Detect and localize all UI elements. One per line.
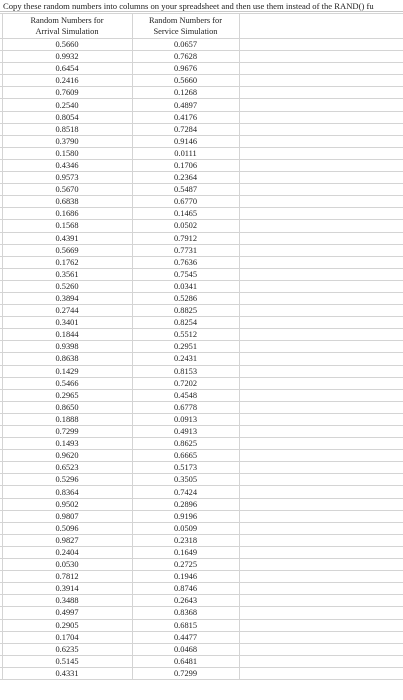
service-random-number-cell[interactable]: 0.2951 bbox=[132, 341, 239, 353]
arrival-random-number-cell[interactable]: 0.5669 bbox=[2, 244, 132, 256]
table-row bbox=[0, 522, 403, 534]
arrival-random-number-cell[interactable]: 0.1493 bbox=[2, 438, 132, 450]
service-random-number-cell[interactable]: 0.6770 bbox=[132, 196, 239, 208]
service-random-number-cell[interactable]: 0.6815 bbox=[132, 619, 239, 631]
table-row bbox=[0, 244, 403, 256]
table-row bbox=[0, 317, 403, 329]
table-row bbox=[0, 413, 403, 425]
table-row bbox=[0, 280, 403, 292]
table-row bbox=[0, 63, 403, 75]
empty-cell[interactable] bbox=[239, 413, 403, 425]
service-random-number-cell[interactable]: 0.5286 bbox=[132, 292, 239, 304]
arrival-random-number-cell[interactable]: 0.3914 bbox=[2, 583, 132, 595]
service-random-number-cell[interactable]: 0.8825 bbox=[132, 305, 239, 317]
service-random-number-cell[interactable]: 0.2643 bbox=[132, 595, 239, 607]
empty-cell[interactable] bbox=[239, 583, 403, 595]
empty-cell[interactable] bbox=[239, 87, 403, 99]
empty-cell[interactable] bbox=[239, 474, 403, 486]
empty-cell[interactable] bbox=[239, 268, 403, 280]
service-random-number-cell[interactable]: 0.9146 bbox=[132, 135, 239, 147]
arrival-random-number-cell[interactable]: 0.8364 bbox=[2, 486, 132, 498]
table-row bbox=[0, 643, 403, 655]
empty-cell[interactable] bbox=[239, 184, 403, 196]
table-row bbox=[0, 208, 403, 220]
empty-cell[interactable] bbox=[239, 365, 403, 377]
arrival-random-number-cell[interactable]: 0.1686 bbox=[2, 208, 132, 220]
service-random-number-cell[interactable]: 0.6665 bbox=[132, 450, 239, 462]
empty-cell[interactable] bbox=[239, 546, 403, 558]
empty-cell[interactable] bbox=[239, 111, 403, 123]
arrival-random-number-cell[interactable]: 0.3894 bbox=[2, 292, 132, 304]
table-row bbox=[0, 305, 403, 317]
arrival-random-number-cell[interactable]: 0.4391 bbox=[2, 232, 132, 244]
empty-cell[interactable] bbox=[239, 39, 403, 51]
table-row bbox=[0, 631, 403, 643]
arrival-random-number-cell[interactable]: 0.8518 bbox=[2, 123, 132, 135]
arrival-random-number-cell[interactable]: 0.1844 bbox=[2, 329, 132, 341]
arrival-random-number-cell[interactable]: 0.5466 bbox=[2, 377, 132, 389]
empty-cell[interactable] bbox=[239, 256, 403, 268]
empty-cell[interactable] bbox=[239, 655, 403, 667]
table-row bbox=[0, 389, 403, 401]
service-random-number-cell[interactable]: 0.0913 bbox=[132, 413, 239, 425]
empty-cell[interactable] bbox=[239, 75, 403, 87]
arrival-random-number-cell[interactable]: 0.7299 bbox=[2, 426, 132, 438]
service-random-number-cell[interactable]: 0.0657 bbox=[132, 39, 239, 51]
table-row bbox=[0, 583, 403, 595]
arrival-random-number-cell[interactable]: 0.6235 bbox=[2, 643, 132, 655]
table-row bbox=[0, 268, 403, 280]
empty-cell[interactable] bbox=[239, 147, 403, 159]
empty-cell[interactable] bbox=[239, 534, 403, 546]
empty-cell[interactable] bbox=[239, 135, 403, 147]
table-row bbox=[0, 51, 403, 63]
arrival-column-header[interactable] bbox=[2, 14, 132, 39]
arrival-random-number-cell[interactable]: 0.9573 bbox=[2, 172, 132, 184]
arrival-random-number-cell[interactable]: 0.9807 bbox=[2, 510, 132, 522]
arrival-random-number-cell[interactable]: 0.2404 bbox=[2, 546, 132, 558]
table-row bbox=[0, 667, 403, 679]
empty-cell[interactable] bbox=[239, 607, 403, 619]
table-row bbox=[0, 329, 403, 341]
arrival-random-number-cell[interactable]: 0.9620 bbox=[2, 450, 132, 462]
table-row bbox=[0, 75, 403, 87]
arrival-random-number-cell[interactable]: 0.2416 bbox=[2, 75, 132, 87]
empty-cell[interactable] bbox=[239, 438, 403, 450]
table-row bbox=[0, 450, 403, 462]
table-row bbox=[0, 87, 403, 99]
empty-cell[interactable] bbox=[239, 220, 403, 232]
service-random-number-cell[interactable]: 0.9676 bbox=[132, 63, 239, 75]
arrival-random-number-cell[interactable]: 0.9932 bbox=[2, 51, 132, 63]
service-random-number-cell[interactable]: 0.0468 bbox=[132, 643, 239, 655]
arrival-random-number-cell[interactable]: 0.7812 bbox=[2, 571, 132, 583]
table-row bbox=[0, 486, 403, 498]
arrival-random-number-cell[interactable]: 0.4997 bbox=[2, 607, 132, 619]
table-row bbox=[0, 498, 403, 510]
arrival-random-number-cell[interactable]: 0.3790 bbox=[2, 135, 132, 147]
empty-cell[interactable] bbox=[239, 244, 403, 256]
table-row bbox=[0, 655, 403, 667]
service-random-number-cell[interactable]: 0.2364 bbox=[132, 172, 239, 184]
service-random-number-cell[interactable]: 0.6778 bbox=[132, 401, 239, 413]
arrival-random-number-cell[interactable]: 0.9398 bbox=[2, 341, 132, 353]
table-row bbox=[0, 147, 403, 159]
service-random-number-cell[interactable]: 0.5660 bbox=[132, 75, 239, 87]
arrival-random-number-cell[interactable]: 0.8054 bbox=[2, 111, 132, 123]
table-body bbox=[0, 14, 403, 680]
table-row bbox=[0, 184, 403, 196]
table-row bbox=[0, 220, 403, 232]
arrival-random-number-cell[interactable]: 0.0530 bbox=[2, 559, 132, 571]
service-random-number-cell[interactable]: 0.4897 bbox=[132, 99, 239, 111]
service-random-number-cell[interactable]: 0.4548 bbox=[132, 389, 239, 401]
empty-cell[interactable] bbox=[239, 510, 403, 522]
arrival-random-number-cell[interactable]: 0.1704 bbox=[2, 631, 132, 643]
arrival-random-number-cell[interactable]: 0.5296 bbox=[2, 474, 132, 486]
table-row bbox=[0, 571, 403, 583]
service-random-number-cell[interactable]: 0.2896 bbox=[132, 498, 239, 510]
random-numbers-table bbox=[0, 13, 403, 680]
service-random-number-cell[interactable]: 0.0502 bbox=[132, 220, 239, 232]
empty-cell[interactable] bbox=[239, 196, 403, 208]
arrival-random-number-cell[interactable]: 0.3401 bbox=[2, 317, 132, 329]
table-row bbox=[0, 438, 403, 450]
arrival-random-number-cell[interactable]: 0.6838 bbox=[2, 196, 132, 208]
arrival-random-number-cell[interactable]: 0.3561 bbox=[2, 268, 132, 280]
arrival-random-number-cell[interactable]: 0.1568 bbox=[2, 220, 132, 232]
table-row bbox=[0, 559, 403, 571]
empty-cell[interactable] bbox=[239, 341, 403, 353]
table-row bbox=[0, 353, 403, 365]
empty-cell[interactable] bbox=[239, 159, 403, 171]
arrival-random-number-cell[interactable]: 0.5145 bbox=[2, 655, 132, 667]
table-row bbox=[0, 172, 403, 184]
table-row bbox=[0, 196, 403, 208]
arrival-random-number-cell[interactable]: 0.3488 bbox=[2, 595, 132, 607]
service-random-number-cell[interactable]: 0.0341 bbox=[132, 280, 239, 292]
service-random-number-cell[interactable]: 0.7284 bbox=[132, 123, 239, 135]
header-line: Random Numbers for bbox=[30, 16, 104, 25]
service-random-number-cell[interactable]: 0.7299 bbox=[132, 667, 239, 679]
service-random-number-cell[interactable]: 0.9196 bbox=[132, 510, 239, 522]
service-random-number-cell[interactable]: 0.1268 bbox=[132, 87, 239, 99]
arrival-random-number-cell[interactable]: 0.4331 bbox=[2, 667, 132, 679]
table-row bbox=[0, 135, 403, 147]
service-random-number-cell[interactable]: 0.4913 bbox=[132, 426, 239, 438]
table-row bbox=[0, 534, 403, 546]
service-random-number-cell[interactable]: 0.7912 bbox=[132, 232, 239, 244]
empty-cell[interactable] bbox=[239, 99, 403, 111]
table-row bbox=[0, 365, 403, 377]
service-random-number-cell[interactable]: 0.5173 bbox=[132, 462, 239, 474]
service-random-number-cell[interactable]: 0.5512 bbox=[132, 329, 239, 341]
empty-cell[interactable] bbox=[239, 571, 403, 583]
empty-cell[interactable] bbox=[239, 450, 403, 462]
arrival-random-number-cell[interactable]: 0.1888 bbox=[2, 413, 132, 425]
empty-cell[interactable] bbox=[239, 51, 403, 63]
service-random-number-cell[interactable]: 0.1465 bbox=[132, 208, 239, 220]
service-random-number-cell[interactable]: 0.2431 bbox=[132, 353, 239, 365]
table-row bbox=[0, 595, 403, 607]
empty-cell[interactable] bbox=[239, 232, 403, 244]
service-random-number-cell[interactable]: 0.4477 bbox=[132, 631, 239, 643]
table-row bbox=[0, 401, 403, 413]
header-line: Arrival Simulation bbox=[35, 27, 99, 36]
arrival-random-number-cell[interactable]: 0.7609 bbox=[2, 87, 132, 99]
arrival-random-number-cell[interactable]: 0.2744 bbox=[2, 305, 132, 317]
empty-cell[interactable] bbox=[239, 389, 403, 401]
table-row bbox=[0, 256, 403, 268]
table-row bbox=[0, 510, 403, 522]
service-random-number-cell[interactable]: 0.8153 bbox=[132, 365, 239, 377]
service-random-number-cell[interactable]: 0.7636 bbox=[132, 256, 239, 268]
table-row bbox=[0, 462, 403, 474]
table-row bbox=[0, 341, 403, 353]
service-column-header[interactable] bbox=[132, 14, 239, 39]
empty-cell[interactable] bbox=[239, 667, 403, 679]
empty-cell[interactable] bbox=[239, 462, 403, 474]
arrival-random-number-cell[interactable]: 0.4346 bbox=[2, 159, 132, 171]
service-random-number-cell[interactable]: 0.1946 bbox=[132, 571, 239, 583]
service-random-number-cell[interactable]: 0.8254 bbox=[132, 317, 239, 329]
empty-cell[interactable] bbox=[239, 305, 403, 317]
empty-cell[interactable] bbox=[239, 559, 403, 571]
header-row bbox=[0, 14, 403, 39]
arrival-random-number-cell[interactable]: 0.2965 bbox=[2, 389, 132, 401]
empty-cell[interactable] bbox=[239, 619, 403, 631]
service-random-number-cell[interactable]: 0.7202 bbox=[132, 377, 239, 389]
arrival-random-number-cell[interactable]: 0.8638 bbox=[2, 353, 132, 365]
empty-cell[interactable] bbox=[239, 498, 403, 510]
service-random-number-cell[interactable]: 0.7424 bbox=[132, 486, 239, 498]
service-random-number-cell[interactable]: 0.8625 bbox=[132, 438, 239, 450]
empty-cell[interactable] bbox=[239, 208, 403, 220]
table-row bbox=[0, 232, 403, 244]
empty-cell[interactable] bbox=[239, 123, 403, 135]
arrival-random-number-cell[interactable]: 0.9827 bbox=[2, 534, 132, 546]
arrival-random-number-cell[interactable]: 0.5260 bbox=[2, 280, 132, 292]
service-random-number-cell[interactable]: 0.3505 bbox=[132, 474, 239, 486]
service-random-number-cell[interactable]: 0.1649 bbox=[132, 546, 239, 558]
service-random-number-cell[interactable]: 0.7731 bbox=[132, 244, 239, 256]
random-numbers-sheet bbox=[0, 13, 403, 680]
empty-cell[interactable] bbox=[239, 377, 403, 389]
empty-cell[interactable] bbox=[239, 14, 403, 39]
table-row bbox=[0, 426, 403, 438]
arrival-random-number-cell[interactable]: 0.2540 bbox=[2, 99, 132, 111]
table-row bbox=[0, 39, 403, 51]
arrival-random-number-cell[interactable]: 0.1762 bbox=[2, 256, 132, 268]
arrival-random-number-cell[interactable]: 0.5670 bbox=[2, 184, 132, 196]
empty-cell[interactable] bbox=[239, 486, 403, 498]
table-row bbox=[0, 377, 403, 389]
service-random-number-cell[interactable]: 0.7628 bbox=[132, 51, 239, 63]
arrival-random-number-cell[interactable]: 0.9502 bbox=[2, 498, 132, 510]
service-random-number-cell[interactable]: 0.4176 bbox=[132, 111, 239, 123]
empty-cell[interactable] bbox=[239, 522, 403, 534]
empty-cell[interactable] bbox=[239, 63, 403, 75]
header-line: Service Simulation bbox=[153, 27, 218, 36]
service-random-number-cell[interactable]: 0.8368 bbox=[132, 607, 239, 619]
service-random-number-cell[interactable]: 0.0111 bbox=[132, 147, 239, 159]
table-row bbox=[0, 123, 403, 135]
service-random-number-cell[interactable]: 0.1706 bbox=[132, 159, 239, 171]
arrival-random-number-cell[interactable]: 0.2905 bbox=[2, 619, 132, 631]
empty-cell[interactable] bbox=[239, 172, 403, 184]
table-row bbox=[0, 292, 403, 304]
empty-cell[interactable] bbox=[239, 595, 403, 607]
arrival-random-number-cell[interactable]: 0.6523 bbox=[2, 462, 132, 474]
service-random-number-cell[interactable]: 0.8746 bbox=[132, 583, 239, 595]
table-row bbox=[0, 99, 403, 111]
empty-cell[interactable] bbox=[239, 317, 403, 329]
service-random-number-cell[interactable]: 0.0509 bbox=[132, 522, 239, 534]
arrival-random-number-cell[interactable]: 0.1429 bbox=[2, 365, 132, 377]
instruction-text: Copy these random numbers into columns on your spreadsheet and then use them instead of the RAND() fu bbox=[0, 0, 403, 12]
table-row bbox=[0, 607, 403, 619]
table-row bbox=[0, 474, 403, 486]
table-row bbox=[0, 619, 403, 631]
arrival-random-number-cell[interactable]: 0.6454 bbox=[2, 63, 132, 75]
empty-cell[interactable] bbox=[239, 353, 403, 365]
table-row bbox=[0, 111, 403, 123]
empty-cell[interactable] bbox=[239, 643, 403, 655]
header-line: Random Numbers for bbox=[148, 16, 223, 25]
service-random-number-cell[interactable]: 0.5487 bbox=[132, 184, 239, 196]
arrival-random-number-cell[interactable]: 0.5660 bbox=[2, 39, 132, 51]
table-row bbox=[0, 159, 403, 171]
service-random-number-cell[interactable]: 0.2725 bbox=[132, 559, 239, 571]
empty-cell[interactable] bbox=[239, 292, 403, 304]
arrival-random-number-cell[interactable]: 0.8650 bbox=[2, 401, 132, 413]
empty-cell[interactable] bbox=[239, 280, 403, 292]
service-random-number-cell[interactable]: 0.7545 bbox=[132, 268, 239, 280]
empty-cell[interactable] bbox=[239, 401, 403, 413]
arrival-random-number-cell[interactable]: 0.1580 bbox=[2, 147, 132, 159]
service-random-number-cell[interactable]: 0.2318 bbox=[132, 534, 239, 546]
empty-cell[interactable] bbox=[239, 631, 403, 643]
service-random-number-cell[interactable]: 0.6481 bbox=[132, 655, 239, 667]
empty-cell[interactable] bbox=[239, 329, 403, 341]
empty-cell[interactable] bbox=[239, 426, 403, 438]
arrival-random-number-cell[interactable]: 0.5096 bbox=[2, 522, 132, 534]
table-row bbox=[0, 546, 403, 558]
